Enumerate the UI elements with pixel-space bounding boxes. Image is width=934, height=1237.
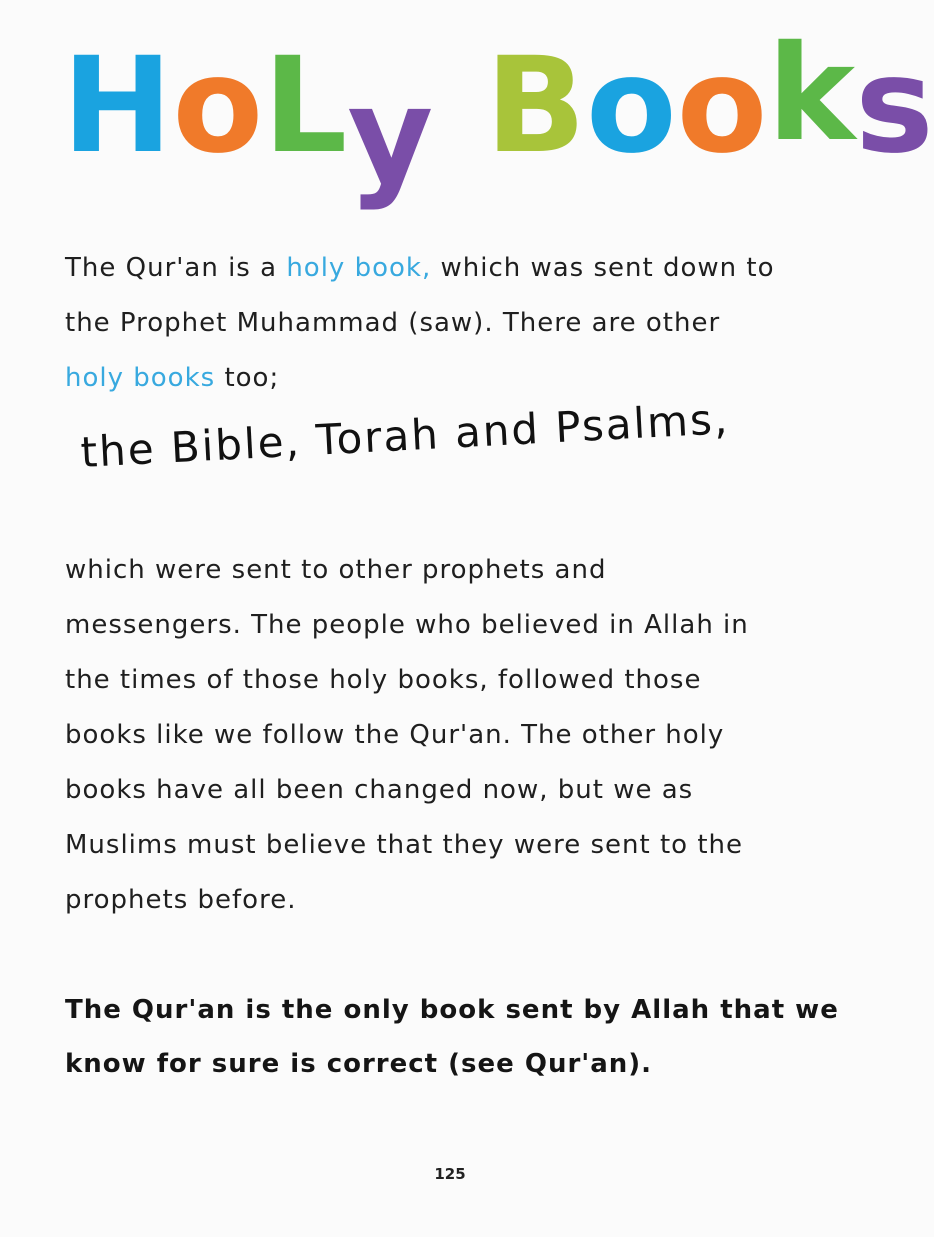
page-number: 125: [434, 1165, 466, 1183]
title-letter: L: [263, 29, 348, 183]
title-letter: k: [767, 17, 856, 171]
text-line: messengers. The people who believed in Allah in: [65, 610, 749, 640]
intro-paragraph: [65, 241, 845, 406]
text-line: which were sent to other prophets and: [65, 555, 607, 585]
title-letter: o: [585, 29, 677, 183]
text-line: the times of those holy books, followed those: [65, 665, 702, 695]
title-letter: y: [347, 59, 434, 213]
text-line: books like we follow the Qur'an. The other holy: [65, 720, 725, 750]
text-line: prophets before.: [65, 885, 297, 915]
text-line: the Prophet Muhammad (saw). There are other: [65, 308, 721, 338]
text-line: The Qur'an is the only book sent by Allah that we: [65, 995, 839, 1025]
text-line: [65, 241, 845, 296]
title-letter: o: [676, 29, 768, 183]
body-paragraph: [65, 543, 845, 928]
highlight-holy-book: holy book,: [286, 253, 432, 283]
highlight-holy-books: holy books: [65, 363, 216, 393]
text-run: The Qur'an is a: [65, 253, 287, 283]
closing-statement: [65, 983, 845, 1091]
text-line: know for sure is correct (see Qur'an).: [65, 1049, 653, 1079]
text-run: which was sent down to: [431, 253, 775, 283]
featured-books-text: the Bible, Torah and Psalms,: [79, 394, 731, 477]
text-line: books have all been changed now, but we as: [65, 775, 694, 805]
title-letter: B: [485, 29, 586, 183]
page-title: [62, 17, 934, 220]
title-letter: H: [62, 29, 173, 183]
text-line: Muslims must believe that they were sent to the: [65, 830, 743, 860]
text-run: too;: [215, 363, 280, 393]
title-letter: o: [172, 29, 264, 183]
title-letter: s: [855, 29, 934, 183]
